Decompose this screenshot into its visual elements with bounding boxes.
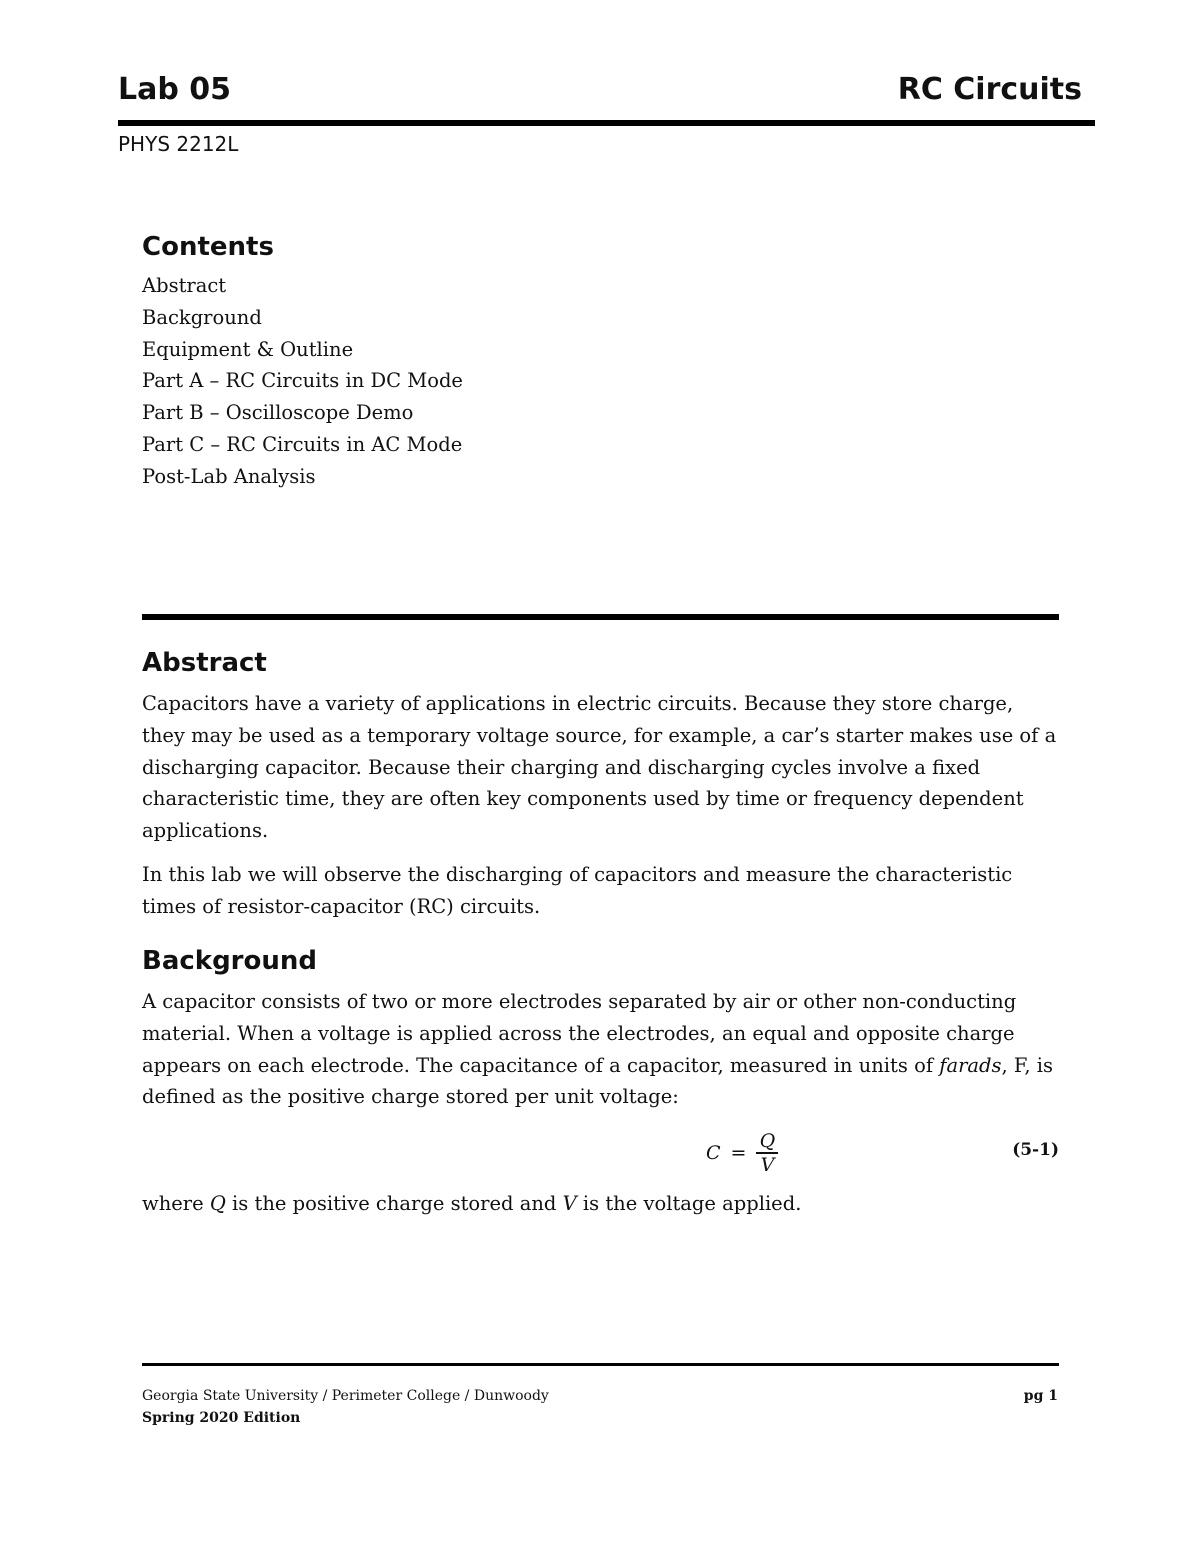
equation-explanation <box>142 1188 1062 1220</box>
where-text-c: is the voltage applied. <box>576 1192 802 1215</box>
course-code: PHYS 2212L <box>118 132 239 156</box>
farads-term: farads <box>939 1053 1002 1077</box>
background-section <box>142 944 1062 1113</box>
contents-heading: Contents <box>142 232 274 262</box>
lab-number: Lab 05 <box>118 72 232 107</box>
where-q: Q <box>209 1192 226 1215</box>
capacitance-equation <box>142 1128 1059 1178</box>
contents-item-equipment: Equipment & Outline <box>142 337 354 361</box>
table-of-contents <box>142 230 463 493</box>
footer-info <box>142 1385 549 1429</box>
equation-fraction <box>756 1130 778 1176</box>
footer-edition: Spring 2020 Edition <box>142 1410 301 1426</box>
equation-equals: = <box>730 1142 747 1164</box>
where-text-a: where <box>142 1192 210 1215</box>
contents-item-part-b: Part B – Oscilloscope Demo <box>142 401 414 425</box>
contents-item-post-lab: Post-Lab Analysis <box>142 464 316 488</box>
contents-item-part-c: Part C – RC Circuits in AC Mode <box>142 432 463 456</box>
abstract-section <box>142 646 1062 923</box>
equation-numerator: Q <box>759 1130 776 1153</box>
abstract-paragraph-2: In this lab we will observe the discharging of capacitors and measure the characteristic times of resistor-capacitor (RC) circuits. <box>142 862 1013 918</box>
background-paragraph <box>142 986 1062 1113</box>
section-rule <box>142 614 1059 620</box>
lab-topic: RC Circuits <box>897 72 1082 107</box>
header-rule <box>118 120 1095 126</box>
abstract-paragraph-1: Capacitors have a variety of applications in electric circuits. Because they store charge, they may be used as a temporary voltage source, for example, a car’s starter makes use of a discharging capacitor. Because their charging and discharging cycles involve a fixed characteristic time, they are often key components used by time or frequency dependent applications. <box>142 692 1057 843</box>
equation-denominator: V <box>760 1153 775 1176</box>
footer-rule <box>142 1363 1059 1366</box>
where-text-b: is the positive charge stored and <box>225 1192 563 1215</box>
page-number: pg 1 <box>1023 1388 1058 1404</box>
contents-item-abstract: Abstract <box>142 274 227 297</box>
contents-list <box>142 270 463 493</box>
background-text-a: A capacitor consists of two or more electrodes separated by air or other non-conducting material. When a voltage is applied across the electrodes, an equal and opposite charge appears on each electrode. The capacitance of a capacitor, measured in units of <box>142 990 1017 1077</box>
equation-number: (5-1) <box>1012 1140 1059 1160</box>
equation-lhs: C <box>706 1142 721 1164</box>
where-v: V <box>562 1192 577 1215</box>
background-text-b: , F, is defined as the positive charge stored per unit voltage: <box>142 1053 1054 1109</box>
equation-body <box>706 1128 778 1178</box>
contents-item-background: Background <box>142 305 262 329</box>
footer-institution: Georgia State University / Perimeter College / Dunwoody <box>142 1388 549 1404</box>
contents-item-part-a: Part A – RC Circuits in DC Mode <box>142 369 463 393</box>
abstract-heading: Abstract <box>142 648 267 678</box>
background-heading: Background <box>142 946 317 976</box>
